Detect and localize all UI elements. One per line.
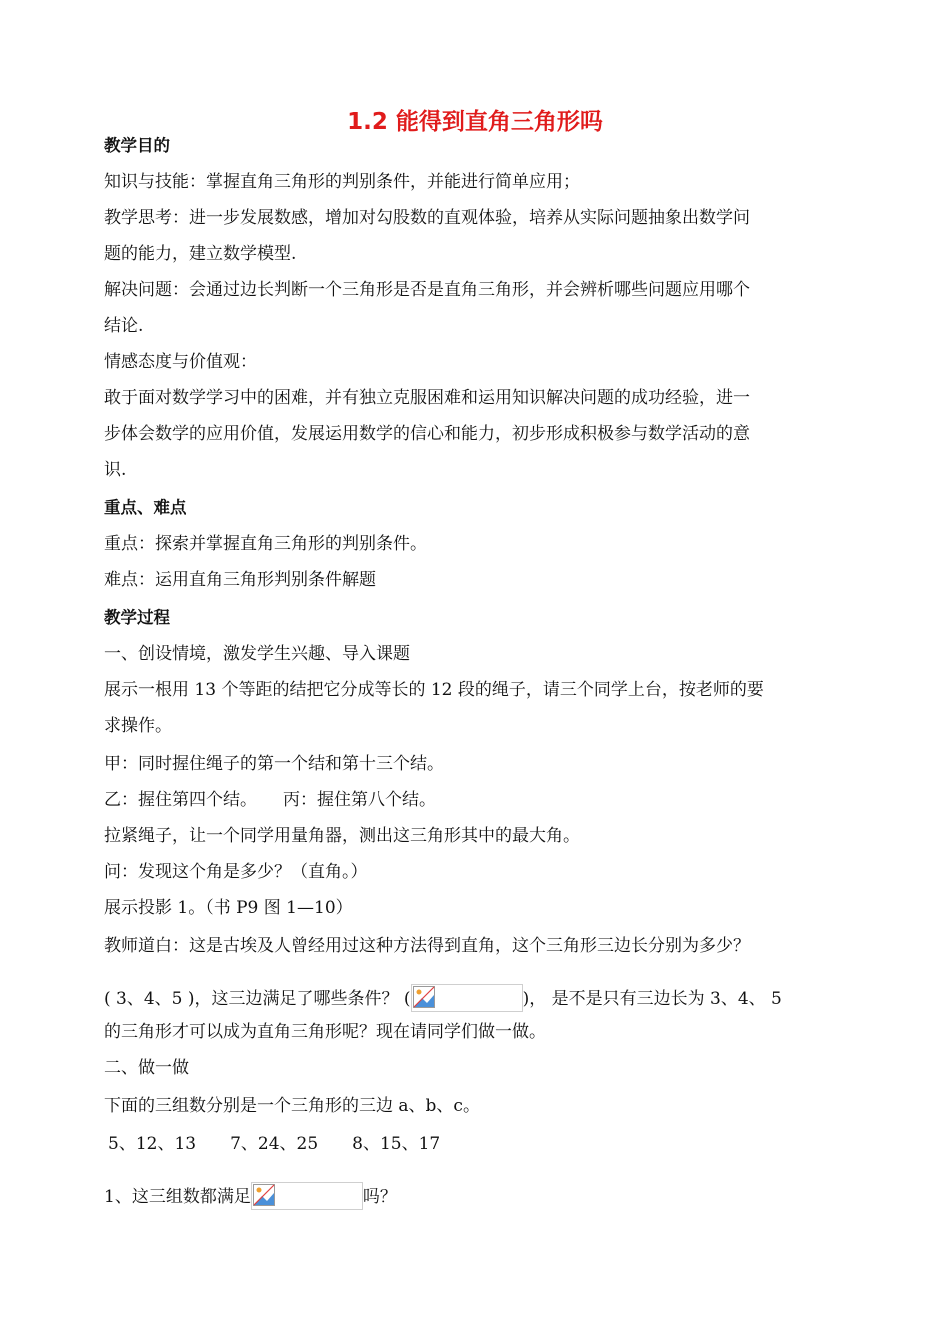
paragraph-line: 重点：探索并掌握直角三角形的判别条件。 (104, 534, 427, 554)
paragraph-line: 教学思考：进一步发展数感，增加对勾股数的直观体验，培养从实际问题抽象出数学问 (104, 208, 750, 228)
paragraph-line: 知识与技能：掌握直角三角形的判别条件，并能进行简单应用； (104, 172, 580, 192)
paragraph-line: 情感态度与价值观： (104, 352, 257, 372)
paragraph-line: 题的能力，建立数学模型. (104, 244, 297, 264)
paragraph-line: 拉紧绳子，让一个同学用量角器，测出这三角形其中的最大角。 (104, 826, 580, 846)
paragraph-line (104, 790, 436, 810)
paragraph-line: 结论. (104, 316, 144, 336)
paragraph-line: 一、创设情境，激发学生兴趣、导入课题 (104, 644, 410, 664)
paragraph-line (104, 984, 782, 1012)
broken-image-icon (251, 1182, 363, 1210)
inline-text: 1、这三组数都满足 (104, 1187, 251, 1207)
paragraph-line: 求操作。 (104, 716, 172, 736)
section-heading-objectives: 教学目的 (104, 136, 170, 155)
paragraph-line: 解决问题：会通过边长判断一个三角形是否是直角三角形，并会辨析哪些问题应用哪个 (104, 280, 750, 300)
role-bing-text: 丙：握住第八个结。 (283, 790, 436, 810)
paragraph-line: 敢于面对数学学习中的困难，并有独立克服困难和运用知识解决问题的成功经验，进一 (104, 388, 750, 408)
section-heading-process: 教学过程 (104, 608, 170, 627)
paragraph-line: 下面的三组数分别是一个三角形的三边 a、b、c。 (104, 1096, 480, 1116)
paragraph-line: 展示投影 1。（书 P9 图 1—10） (104, 898, 353, 918)
paragraph-line: 的三角形才可以成为直角三角形呢？现在请同学们做一做。 (104, 1022, 546, 1042)
paragraph-line: 教师道白：这是古埃及人曾经用过这种方法得到直角，这个三角形三边长分别为多少？ (104, 936, 750, 956)
paragraph-line: 问：发现这个角是多少？（直角。） (104, 862, 368, 882)
paragraph-line: 二、做一做 (104, 1058, 189, 1078)
inline-text: ( 3、4、5 )，这三边满足了哪些条件？ ( (104, 989, 411, 1009)
paragraph-line: 难点：运用直角三角形判别条件解题 (104, 570, 376, 590)
section-heading-key-points: 重点、难点 (104, 498, 187, 517)
broken-image-icon (411, 984, 523, 1012)
role-yi-text: 乙：握住第四个结。 (104, 790, 257, 810)
paragraph-line: 甲：同时握住绳子的第一个结和第十三个结。 (104, 754, 444, 774)
paragraph-line: 识. (104, 460, 127, 480)
paragraph-line (104, 1182, 397, 1210)
page-title: 1.2 能得到直角三角形吗 (347, 109, 603, 135)
inline-text: )， 是不是只有三边长为 3、4、 5 (522, 989, 782, 1009)
inline-text: 吗？ (362, 1187, 397, 1207)
paragraph-line: 步体会数学的应用价值，发展运用数学的信心和能力，初步形成积极参与数学活动的意 (104, 424, 750, 444)
paragraph-line: 展示一根用 13 个等距的结把它分成等长的 12 段的绳子，请三个同学上台，按老师的要 (104, 680, 764, 700)
number-triples: 5、12、13 7、24、25 8、15、17 (108, 1134, 441, 1154)
